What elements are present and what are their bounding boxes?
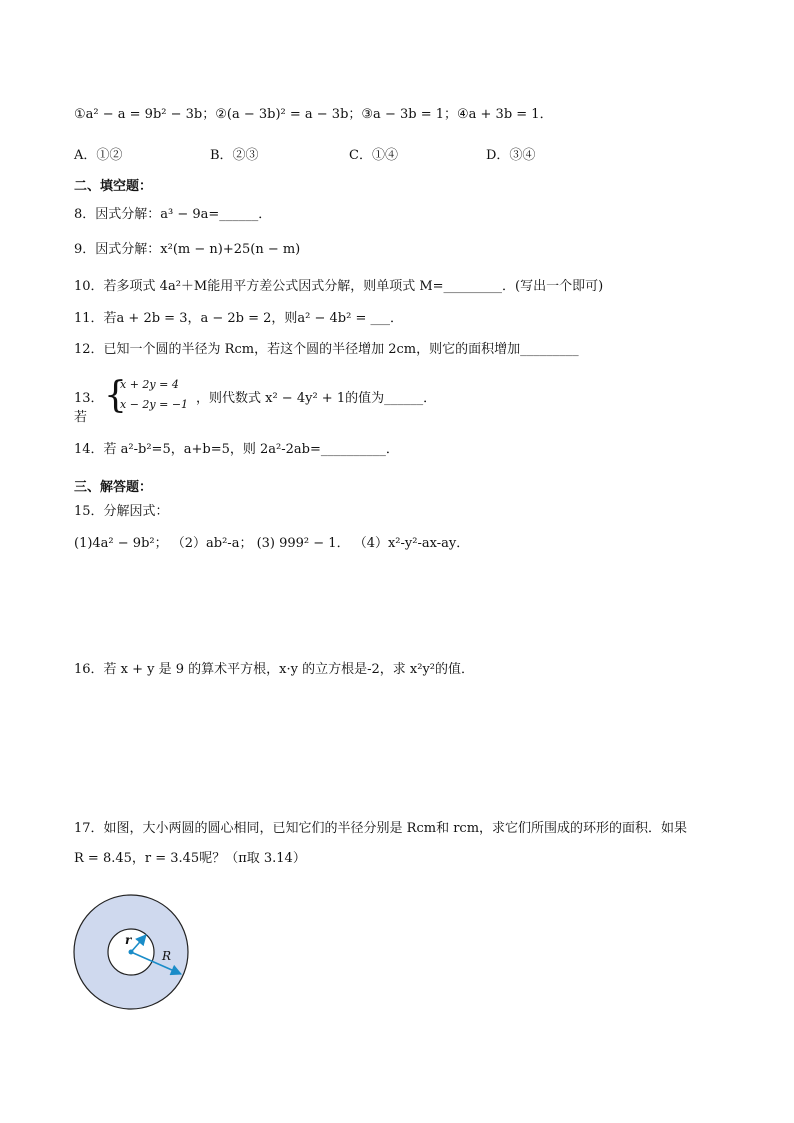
q7-option-d: D．③④	[486, 148, 536, 163]
section-solve-heading: 三、解答题：	[74, 480, 153, 495]
q7-statement: ①a² − a = 9b² − 3b；②(a − 3b)² = a − 3b；③a − 3b = 1；④a + 3b = 1．	[74, 107, 553, 122]
q7-option-b: B．②③	[210, 148, 259, 163]
q15-parts: (1)4a² − 9b²； （2）ab²-a； (3) 999² − 1． （4）x²-y²-ax-ay．	[74, 536, 470, 551]
q7-option-a: A．①②	[74, 148, 123, 163]
section-fill-blank-heading: 二、填空题：	[74, 179, 153, 194]
q15-title: 15．分解因式：	[74, 504, 169, 519]
q16: 16．若 x + y 是 9 的算术平方根，x·y 的立方根是-2，求 x²y²的值．	[74, 662, 475, 677]
q13-eq2: x − 2y = −1	[120, 398, 189, 411]
q13-brace: {	[104, 375, 127, 416]
label-R: R	[162, 949, 172, 963]
q17-line2: R = 8.45，r = 3.45呢？（π取 3.14）	[74, 851, 306, 866]
annulus-figure	[70, 890, 200, 1020]
q9: 9．因式分解：x²(m − n)+25(n − m)	[74, 242, 301, 257]
q10: 10．若多项式 4a²＋M能用平方差公式因式分解，则单项式 M=_________．(写出一个即可)	[74, 279, 604, 294]
q13-eq1: x + 2y = 4	[120, 378, 179, 391]
q17-line1: 17．如图，大小两圆的圆心相同，已知它们的半径分别是 Rcm和 rcm，求它们所围成的环形的面积．如果	[74, 821, 688, 836]
q11: 11．若a + 2b = 3，a − 2b = 2，则a² − 4b² = ___．	[74, 311, 403, 326]
q7-option-c: C．①④	[349, 148, 398, 163]
q12: 12．已知一个圆的半径为 Rcm，若这个圆的半径增加 2cm，则它的面积增加_________	[74, 342, 579, 357]
q8: 8．因式分解：a³ − 9a=______．	[74, 207, 272, 222]
q13-prefix: 13．若	[74, 391, 104, 425]
q13-suffix: ，则代数式 x² − 4y² + 1的值为______．	[196, 391, 437, 406]
q14: 14．若 a²-b²=5，a+b=5，则 2a²-2ab=__________．	[74, 442, 399, 457]
label-r: r	[125, 933, 132, 947]
